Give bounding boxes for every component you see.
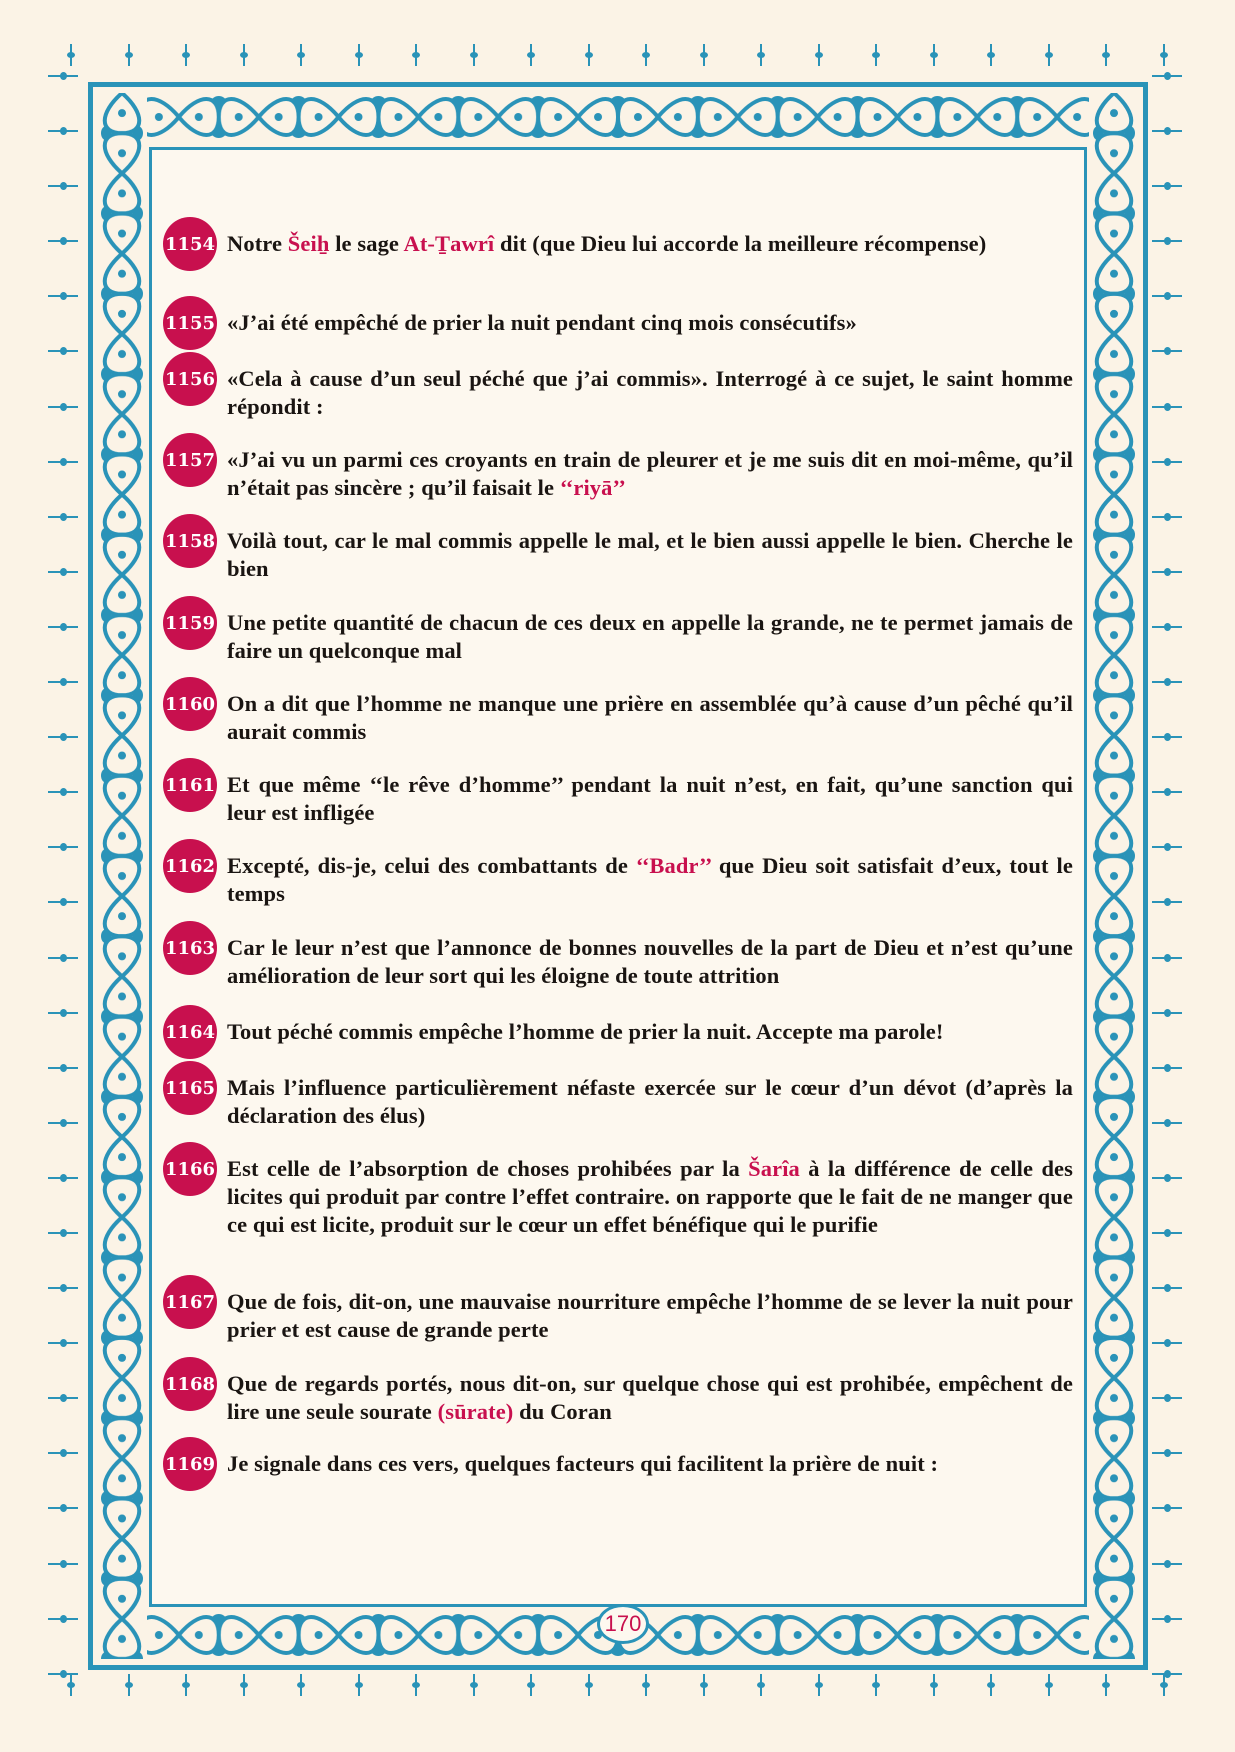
border-tick — [1152, 626, 1182, 628]
border-tick — [48, 681, 78, 683]
verse — [163, 852, 1073, 908]
border-tick — [875, 1674, 877, 1696]
border-tick — [1163, 44, 1165, 66]
verse-text-segment: «Cela à cause d’un seul péché que j’ai commis». Interrogé à ce sujet, le saint homme répondit : — [227, 366, 1073, 419]
verse-text — [227, 309, 1073, 337]
border-tick — [48, 1452, 78, 1454]
border-tick — [1152, 681, 1182, 683]
border-tick — [48, 1673, 78, 1675]
border-tick — [703, 1674, 705, 1696]
verse-number-badge: 1166 — [163, 1142, 217, 1196]
border-tick — [48, 130, 78, 132]
border-tick — [358, 44, 360, 66]
border-tick — [1152, 75, 1182, 77]
verse-text — [227, 1074, 1073, 1130]
verse-text — [227, 365, 1073, 421]
ornament-band-left — [97, 93, 147, 1659]
verse-text — [227, 1370, 1073, 1426]
border-tick — [128, 44, 130, 66]
border-tick — [588, 1674, 590, 1696]
page-number: 170 — [597, 1604, 649, 1644]
verse-text — [227, 527, 1073, 583]
verse-text-segment: Excepté, dis-je, celui des combattants de — [227, 853, 636, 878]
border-tick — [48, 571, 78, 573]
verse — [163, 1074, 1073, 1130]
border-tick — [48, 1563, 78, 1565]
verse — [163, 365, 1073, 421]
verse-number-badge: 1164 — [163, 1005, 217, 1059]
border-tick — [1152, 901, 1182, 903]
verse-text-segment: Voilà tout, car le mal commis appelle le mal, et le bien aussi appelle le bien. Cherche le bien — [227, 528, 1073, 581]
verse-text — [227, 1155, 1073, 1239]
verse — [163, 527, 1073, 583]
border-tick — [185, 44, 187, 66]
border-tick — [1152, 1067, 1182, 1069]
border-tick — [48, 736, 78, 738]
border-tick — [48, 846, 78, 848]
border-tick — [48, 1342, 78, 1344]
border-tick — [70, 1674, 72, 1696]
highlighted-term: ‘‘riyā’’ — [559, 475, 627, 500]
verse-text — [227, 1018, 1073, 1046]
verse-number-badge: 1167 — [163, 1275, 217, 1329]
verse — [163, 230, 1073, 271]
border-tick — [1152, 736, 1182, 738]
verse-text-segment: dit (que Dieu lui accorde la meilleure récompense) — [494, 231, 987, 256]
border-tick — [933, 44, 935, 66]
verse-text-segment: Car le leur n’est que l’annonce de bonnes nouvelles de la part de Dieu et n’est qu’une amélioration de leur sort qui les éloigne de toute attrition — [227, 935, 1073, 988]
verse-number-badge: 1162 — [163, 839, 217, 893]
verse-number-badge: 1157 — [163, 433, 217, 487]
verse — [163, 690, 1073, 746]
verse-text — [227, 690, 1073, 746]
border-tick — [48, 1177, 78, 1179]
border-tick — [1048, 1674, 1050, 1696]
border-tick — [70, 44, 72, 66]
border-tick — [1152, 571, 1182, 573]
border-tick — [48, 1067, 78, 1069]
border-tick — [48, 791, 78, 793]
verse-text — [227, 852, 1073, 908]
border-tick — [48, 1232, 78, 1234]
border-tick — [588, 44, 590, 66]
border-tick — [1152, 516, 1182, 518]
border-tick — [760, 44, 762, 66]
border-tick — [818, 1674, 820, 1696]
verse-number-badge: 1169 — [163, 1437, 217, 1491]
verse-text-segment: Est celle de l’absorption de choses prohibées par la — [227, 1156, 749, 1181]
border-tick — [645, 1674, 647, 1696]
border-tick — [1105, 44, 1107, 66]
border-tick — [1152, 1452, 1182, 1454]
border-tick — [243, 44, 245, 66]
border-tick — [243, 1674, 245, 1696]
highlighted-term: (sūrate) — [437, 1399, 514, 1424]
verse-text-segment: Une petite quantité de chacun de ces deux en appelle la grande, ne te permet jamais de faire un quelconque mal — [227, 610, 1073, 663]
border-tick — [48, 516, 78, 518]
border-tick — [1152, 1563, 1182, 1565]
border-tick — [128, 1674, 130, 1696]
border-tick — [1152, 846, 1182, 848]
verse-text — [227, 609, 1073, 665]
border-tick — [1152, 1177, 1182, 1179]
verse — [163, 934, 1073, 990]
border-tick — [415, 44, 417, 66]
border-tick — [1152, 240, 1182, 242]
verse — [163, 609, 1073, 665]
border-tick — [1152, 1397, 1182, 1399]
border-tick — [300, 44, 302, 66]
ornament-band-top — [99, 91, 1137, 143]
left-tick-column — [48, 75, 82, 1675]
highlighted-term: Šeiẖ — [287, 231, 330, 256]
verse-text-segment: Tout péché commis empêche l’homme de prier la nuit. Accepte ma parole! — [227, 1019, 944, 1044]
border-tick — [1152, 1012, 1182, 1014]
border-tick — [48, 350, 78, 352]
border-tick — [48, 957, 78, 959]
verse-text — [227, 446, 1073, 502]
verse-number-badge: 1158 — [163, 514, 217, 568]
border-tick — [48, 1287, 78, 1289]
verse-text — [227, 771, 1073, 827]
verse-number-badge: 1156 — [163, 352, 217, 406]
verse-number-badge: 1159 — [163, 596, 217, 650]
border-tick — [1152, 1673, 1182, 1675]
border-tick — [48, 626, 78, 628]
verse-number-badge: 1168 — [163, 1357, 217, 1411]
verse-number-badge: 1165 — [163, 1061, 217, 1115]
border-tick — [1152, 350, 1182, 352]
verse-text — [227, 1450, 1073, 1478]
border-tick — [1152, 1287, 1182, 1289]
verse-text-segment: Mais l’influence particulièrement néfaste exercée sur le cœur d’un dévot (d’après la déclaration des élus) — [227, 1075, 1073, 1128]
verse-number-badge: 1160 — [163, 677, 217, 731]
border-tick — [48, 295, 78, 297]
verse-text-segment: Je signale dans ces vers, quelques facteurs qui facilitent la prière de nuit : — [227, 1451, 939, 1476]
verse-text-segment: «J’ai été empêché de prier la nuit pendant cinq mois consécutifs» — [227, 310, 857, 335]
verse-number-badge: 1154 — [163, 217, 217, 271]
border-tick — [1105, 1674, 1107, 1696]
verse — [163, 446, 1073, 502]
border-tick — [48, 1618, 78, 1620]
bottom-tick-row — [70, 1670, 1165, 1700]
border-tick — [358, 1674, 360, 1696]
ornament-band-right — [1089, 93, 1139, 1659]
border-tick — [703, 44, 705, 66]
border-tick — [48, 240, 78, 242]
highlighted-term: ‘‘Badr’’ — [635, 853, 711, 878]
verse-number-badge: 1161 — [163, 758, 217, 812]
border-tick — [48, 901, 78, 903]
verse-text-segment: que Dieu soit satisfait d’eux, tout le temps — [227, 853, 1073, 906]
verse — [163, 1288, 1073, 1344]
verse-text-segment: On a dit que l’homme ne manque une prière en assemblée qu’à cause d’un pêché qu’il aurait commis — [227, 691, 1073, 744]
border-tick — [990, 1674, 992, 1696]
right-tick-column — [1152, 75, 1186, 1675]
border-tick — [1048, 44, 1050, 66]
border-tick — [300, 1674, 302, 1696]
verse — [163, 1018, 1073, 1059]
border-tick — [1152, 461, 1182, 463]
border-tick — [48, 185, 78, 187]
highlighted-term: At-Ṯawrî — [403, 231, 495, 256]
verse-text — [227, 230, 1073, 258]
verse — [163, 771, 1073, 827]
verse — [163, 1370, 1073, 1426]
verse-text — [227, 1288, 1073, 1344]
border-tick — [48, 406, 78, 408]
verse-text-segment: Que de fois, dit-on, une mauvaise nourriture empêche l’homme de se lever la nuit pour prier et est cause de grande perte — [227, 1289, 1073, 1342]
border-tick — [1152, 957, 1182, 959]
border-tick — [645, 44, 647, 66]
verse-text — [227, 934, 1073, 990]
border-tick — [48, 461, 78, 463]
verse-text-segment: le sage — [329, 231, 404, 256]
border-tick — [1152, 791, 1182, 793]
verse — [163, 1450, 1073, 1491]
border-tick — [990, 44, 992, 66]
verse-number-badge: 1155 — [163, 296, 217, 350]
border-tick — [1152, 1507, 1182, 1509]
border-tick — [1152, 295, 1182, 297]
border-tick — [48, 75, 78, 77]
border-tick — [1163, 1674, 1165, 1696]
verse-text-segment: Que de regards portés, nous dit-on, sur quelque chose qui est prohibée, empêchent de lire une seule sourate — [227, 1371, 1073, 1424]
highlighted-term: Šarîa — [748, 1156, 800, 1181]
border-tick — [185, 1674, 187, 1696]
border-tick — [1152, 1618, 1182, 1620]
verse — [163, 1155, 1073, 1239]
border-tick — [1152, 130, 1182, 132]
verse — [163, 309, 1073, 350]
verse-text-segment: à la différence de celle des licites qui produit par contre l’effet contraire. on rapporte que le fait de ne manger que ce qui est licite, produit sur le cœur un effet bénéfique qui le purifie — [227, 1156, 1073, 1237]
border-tick — [530, 1674, 532, 1696]
verse-text-segment: «J’ai vu un parmi ces croyants en train de pleurer et je me suis dit en moi-même, qu’il n’était pas sincère ; qu’il faisait le — [227, 447, 1073, 500]
border-tick — [818, 44, 820, 66]
border-tick — [48, 1122, 78, 1124]
border-tick — [48, 1012, 78, 1014]
border-tick — [1152, 185, 1182, 187]
verse-text-segment: Et que même ‘‘le rêve d’homme’’ pendant la nuit n’est, en fait, qu’une sanction qui leur est infligée — [227, 772, 1073, 825]
top-tick-row — [70, 40, 1165, 70]
border-tick — [1152, 1342, 1182, 1344]
border-tick — [473, 44, 475, 66]
border-tick — [415, 1674, 417, 1696]
border-tick — [473, 1674, 475, 1696]
border-tick — [1152, 406, 1182, 408]
border-tick — [48, 1397, 78, 1399]
verse-text-segment: du Coran — [513, 1399, 612, 1424]
border-tick — [933, 1674, 935, 1696]
border-tick — [760, 1674, 762, 1696]
border-tick — [530, 44, 532, 66]
verse-text-segment: Notre — [227, 231, 288, 256]
border-tick — [1152, 1122, 1182, 1124]
border-tick — [48, 1507, 78, 1509]
border-tick — [875, 44, 877, 66]
verse-number-badge: 1163 — [163, 921, 217, 975]
border-tick — [1152, 1232, 1182, 1234]
